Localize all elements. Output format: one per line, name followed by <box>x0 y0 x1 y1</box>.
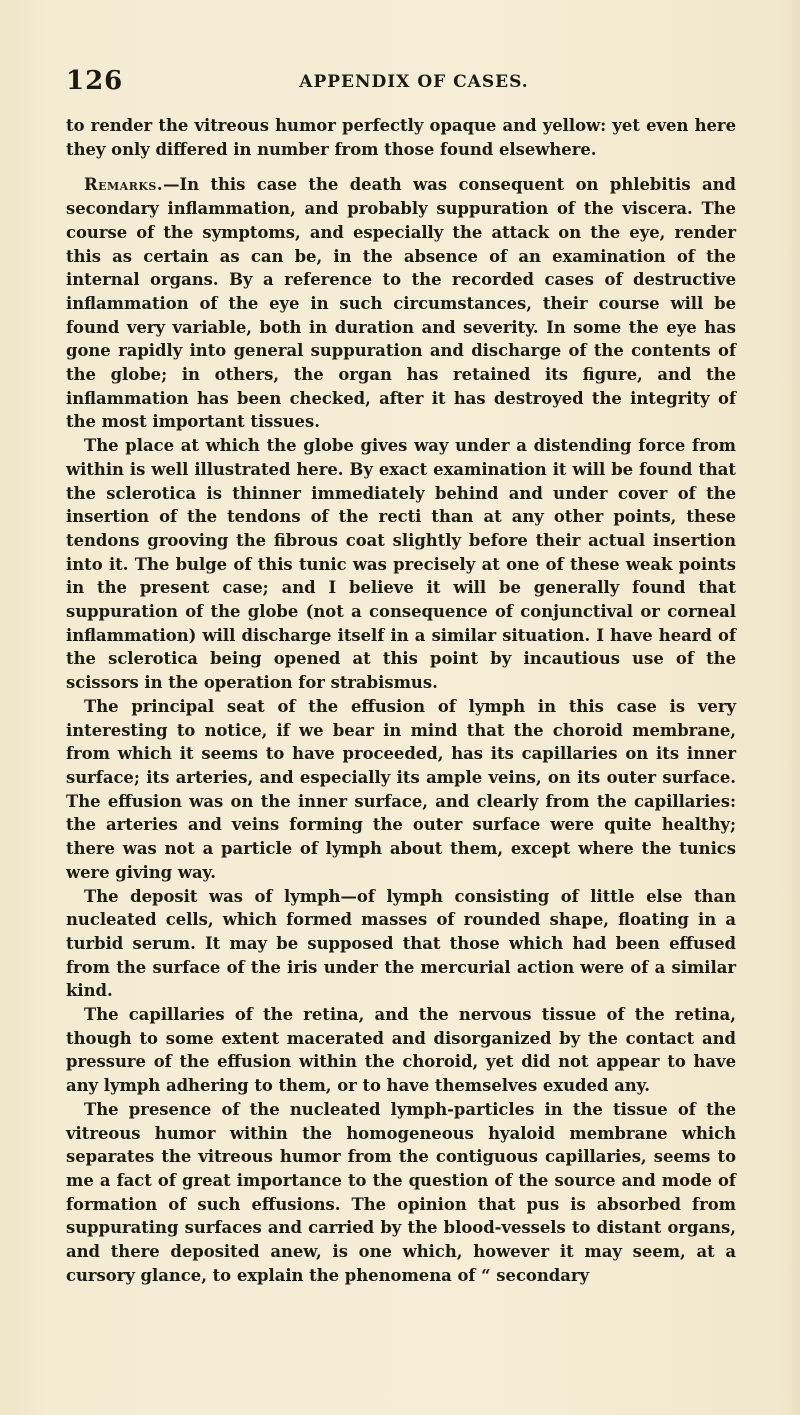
paragraph-retina <box>66 1003 736 1098</box>
page-edge-shadow <box>786 0 800 1415</box>
running-head: APPENDIX OF CASES. <box>299 72 529 92</box>
paragraph-vitreous <box>66 1098 736 1288</box>
paragraph-globe <box>66 434 736 695</box>
paragraph-text: The deposit was of lymph—of lymph consisting of little else than nucleated cells, which formed masses of rounded shape, floating in a turbid serum. It may be supposed that those which had been effused from the surface of the iris under the mercurial action were of a similar kind. <box>66 886 736 1001</box>
paragraph-continuation <box>66 114 736 161</box>
paragraph-text: The place at which the globe gives way under a distending force from within is well illustrated here. By exact examination it will be found that the sclerotica is thinner immediately behind and under cover of the insertion of the tendons of the recti than at any other points, these tendons grooving the fibrous coat slightly before their actual insertion into it. The bulge of this tunic was precisely at one of these weak points in the present case; and I believe it will be generally found that suppuration of the globe (not a consequence of conjunctival or corneal inflammation) will discharge itself in a similar situation. I have heard of the sclerotica being opened at this point by incautious use of the scissors in the operation for strabismus. <box>66 436 736 693</box>
paragraph-deposit <box>66 885 736 1004</box>
remarks-lead: Remarks. <box>84 175 164 195</box>
paragraph-text: The principal seat of the effusion of lymph in this case is very interesting to notice, if we bear in mind that the choroid membrane, from which it seems to have proceeded, has its capillaries on its inner surface; its arteries, and especially its ample veins, on its outer surface. The effusion was on the inner surface, and clearly from the capillaries: the arteries and veins forming the outer surface were quite healthy; there was not a particle of lymph about them, except where the tunics were giving way. <box>66 696 736 882</box>
paragraph-text: —In this case the death was consequent on phlebitis and secondary inflammation, and probably suppuration of the viscera. The course of the symptoms, and especially the attack on the eye, render this as certain as can be, in the absence of an examination of the internal organs. By a reference to the recorded cases of destructive inflammation of the eye in such circumstances, their course will be found very variable, both in duration and severity. In some the eye has gone rapidly into general suppuration and discharge of the contents of the globe; in others, the organ has retained its figure, and the inflammation has been checked, after it has destroyed the integrity of the most important tissues. <box>66 175 736 432</box>
paragraph-remarks <box>66 173 736 434</box>
paragraph-text: The presence of the nucleated lymph-particles in the tissue of the vitreous humor within the homogeneous hyaloid membrane which separates the vitreous humor from the contiguous capillaries, seems to me a fact of great importance to the question of the source and mode of formation of such effusions. The opinion that pus is absorbed from suppurating surfaces and carried by the blood-vessels to distant organs, and there deposited anew, is one which, however it may seem, at a cursory glance, to explain the phenomena of “ secondary <box>66 1099 736 1285</box>
paragraph-lymph-seat <box>66 695 736 885</box>
paragraph-text: to render the vitreous humor perfectly opaque and yellow: yet even here they only differed in number from those found elsewhere. <box>66 116 736 159</box>
paragraph-text: The capillaries of the retina, and the nervous tissue of the retina, though to some extent macerated and disorganized by the contact and pressure of the effusion within the choroid, yet did not appear to have any lymph adhering to them, or to have themselves exuded any. <box>66 1005 736 1096</box>
page-header <box>66 66 732 106</box>
page-number: 126 <box>66 66 124 96</box>
body-text <box>66 114 736 1287</box>
